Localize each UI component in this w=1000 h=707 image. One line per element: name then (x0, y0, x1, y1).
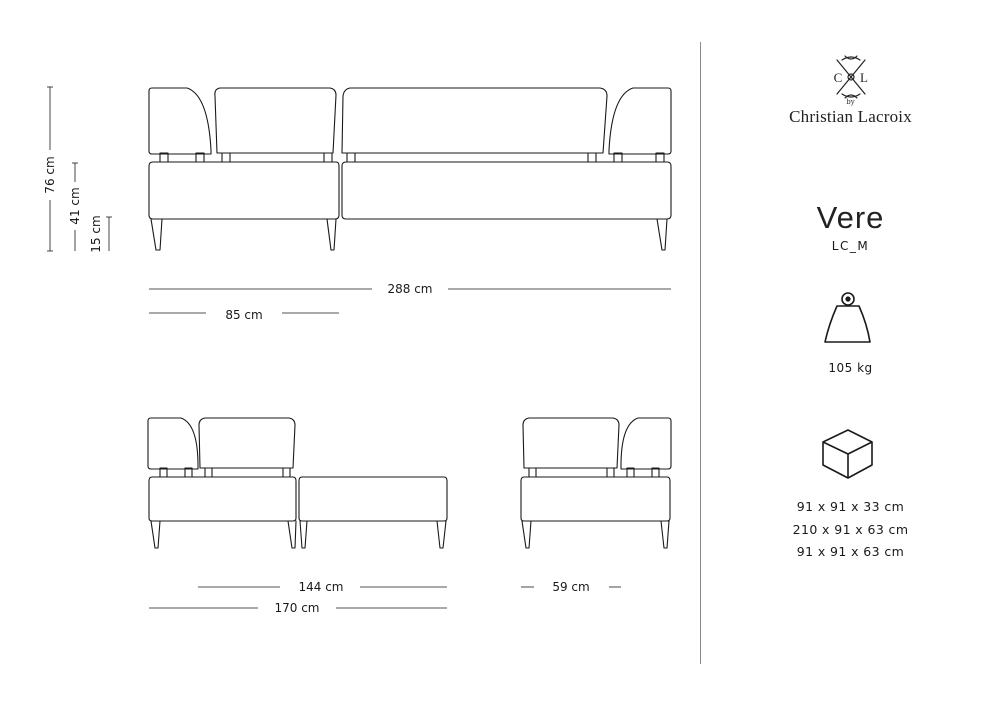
base-module-left (149, 162, 339, 219)
width-armchair-label: 59 cm (552, 580, 590, 594)
left-armrest (149, 88, 211, 154)
width-chaise-inner-label: 144 cm (298, 580, 344, 594)
height-seat-label: 41 cm (68, 187, 82, 225)
chaise-module-view (148, 418, 447, 548)
svg-text:L: L (859, 70, 868, 85)
back-cushion-left (215, 88, 336, 153)
brand-by: by (846, 98, 855, 106)
svg-text:C: C (833, 70, 842, 85)
box-icon (820, 427, 876, 481)
right-armrest (609, 88, 671, 154)
height-total-label: 76 cm (43, 156, 57, 194)
product-code: LC_M (831, 239, 870, 253)
product-name: Vere (816, 200, 885, 235)
product-weight: 105 kg (828, 361, 873, 375)
height-legs-label: 15 cm (89, 215, 103, 253)
sofa-front-view (149, 88, 671, 250)
brand-name: Christian Lacroix (789, 107, 912, 126)
weight-icon (821, 290, 877, 348)
armchair-module-view (521, 418, 671, 548)
package-dimension-3: 91 x 91 x 63 cm (796, 544, 905, 559)
back-cushion-right (342, 88, 607, 153)
brand-logo (701, 52, 1000, 127)
width-total-label: 288 cm (387, 282, 433, 296)
width-module-label: 85 cm (225, 308, 263, 322)
info-panel (701, 0, 1000, 707)
package-dimensions (701, 496, 1000, 564)
monogram-icon (828, 52, 874, 100)
package-dimension-2: 210 x 91 x 63 cm (792, 521, 909, 537)
package-dimension-1: 91 x 91 x 33 cm (796, 499, 905, 514)
base-module-right (342, 162, 671, 219)
width-chaise-total-label: 170 cm (274, 601, 320, 615)
